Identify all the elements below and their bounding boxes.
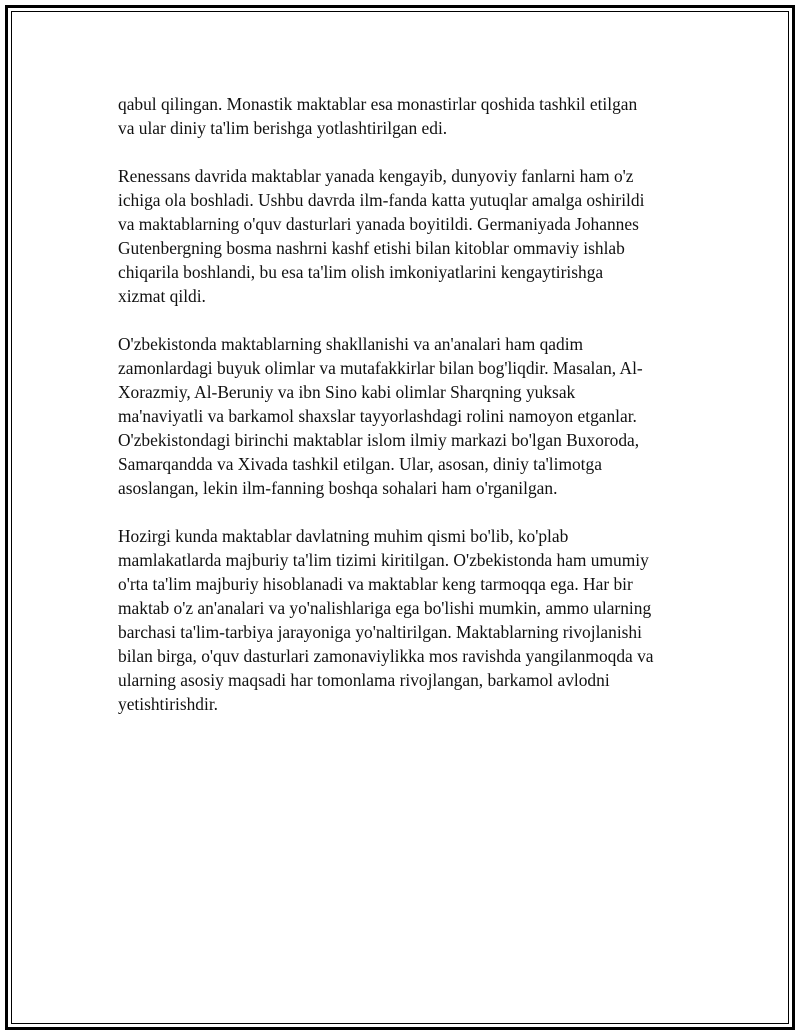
paragraph-3 — [118, 332, 698, 500]
text-line: Samarqandda va Xivada tashkil etilgan. Ular, asosan, diniy ta'limotga — [118, 454, 602, 474]
text-line: Xorazmiy, Al-Beruniy va ibn Sino kabi olimlar Sharqning yuksak — [118, 382, 576, 402]
text-line: ularning asosiy maqsadi har tomonlama rivojlangan, barkamol avlodni — [118, 670, 610, 690]
paragraph-2 — [118, 164, 698, 308]
text-line: barchasi ta'lim-tarbiya jarayoniga yo'naltirilgan. Maktablarning rivojlanishi — [118, 622, 642, 642]
text-line: yetishtirishdir. — [118, 694, 218, 714]
document-body — [118, 92, 698, 740]
text-line: maktab o'z an'analari va yo'nalishlariga ega bo'lishi mumkin, ammo ularning — [118, 598, 652, 618]
text-line: bilan birga, o'quv dasturlari zamonaviylikka mos ravishda yangilanmoqda va — [118, 646, 654, 666]
text-line: ma'naviyatli va barkamol shaxslar tayyorlashdagi rolini namoyon etganlar. — [118, 406, 637, 426]
text-line: Hozirgi kunda maktablar davlatning muhim qismi bo'lib, ko'plab — [118, 526, 569, 546]
paragraph-1 — [118, 92, 698, 140]
text-line: chiqarila boshlandi, bu esa ta'lim olish imkoniyatlarini kengaytirishga — [118, 262, 604, 282]
text-line: Gutenbergning bosma nashrni kashf etishi bilan kitoblar ommaviy ishlab — [118, 238, 625, 258]
text-line: O'zbekistondagi birinchi maktablar islom ilmiy markazi bo'lgan Buxoroda, — [118, 430, 640, 450]
text-line: o'rta ta'lim majburiy hisoblanadi va maktablar keng tarmoqqa ega. Har bir — [118, 574, 633, 594]
paragraph-4 — [118, 524, 698, 716]
text-line: xizmat qildi. — [118, 286, 206, 306]
text-line: zamonlardagi buyuk olimlar va mutafakkirlar bilan bog'liqdir. Masalan, Al- — [118, 358, 643, 378]
text-line: ichiga ola boshladi. Ushbu davrda ilm-fanda katta yutuqlar amalga oshirildi — [118, 190, 645, 210]
text-line: va maktablarning o'quv dasturlari yanada boyitildi. Germaniyada Johannes — [118, 214, 639, 234]
text-line: va ular diniy ta'lim berishga yotlashtirilgan edi. — [118, 118, 448, 138]
text-line: Renessans davrida maktablar yanada kengayib, dunyoviy fanlarni ham o'z — [118, 166, 634, 186]
text-line: mamlakatlarda majburiy ta'lim tizimi kiritilgan. O'zbekistonda ham umumiy — [118, 550, 649, 570]
text-line: qabul qilingan. Monastik maktablar esa monastirlar qoshida tashkil etilgan — [118, 94, 638, 114]
text-line: asoslangan, lekin ilm-fanning boshqa sohalari ham o'rganilgan. — [118, 478, 558, 498]
text-line: O'zbekistonda maktablarning shakllanishi va an'analari ham qadim — [118, 334, 584, 354]
